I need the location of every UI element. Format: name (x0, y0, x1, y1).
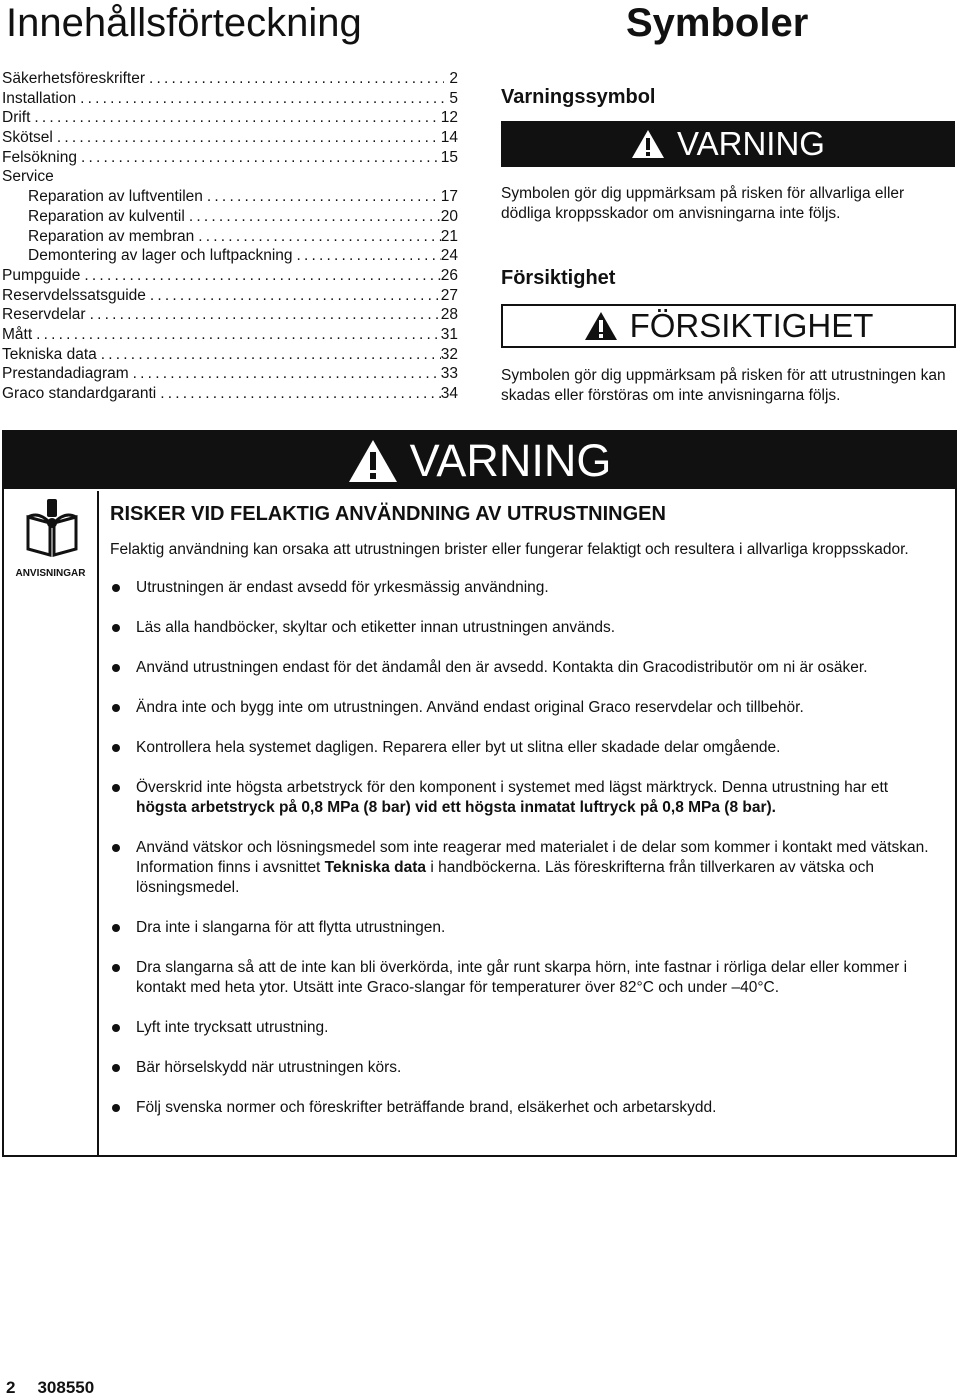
toc-title: Innehållsförteckning (6, 1, 362, 45)
toc-item[interactable] (2, 286, 458, 306)
toc-item-label: Reservdelssatsguide (2, 286, 146, 304)
bullet-item (110, 778, 940, 818)
toc-item[interactable] (2, 69, 458, 89)
warning-side-panel (4, 491, 99, 1155)
bullet-item: Kontrollera hela systemet dagligen. Reparera eller byt ut slitna eller skadade delar omgående. (110, 738, 940, 758)
toc-leader-dots (80, 266, 440, 286)
bullet-item: Dra slangarna så att de inte kan bli överkörda, inte går runt skarpa hörn, inte fastnar i rörliga delar eller kommer i kontakt med heta ytor. Utsätt inte Graco-slangar för temperaturer över 82°C och under –40°C. (110, 958, 940, 998)
toc-item[interactable] (2, 187, 458, 207)
toc-item-page: 21 (440, 227, 458, 245)
bullet-bold-text: Tekniska data (324, 859, 427, 876)
toc-item-label: Reservdelar (2, 306, 86, 324)
bullet-bold-text: högsta arbetstryck på 0,8 MPa (8 bar) vid ett högsta inmatat luftryck på 0,8 MPa (8 bar). (136, 799, 776, 816)
toc-item-label: Demontering av lager och luftpackning (28, 247, 293, 265)
toc-item[interactable] (2, 227, 458, 247)
toc-leader-dots (194, 227, 440, 247)
toc-item[interactable] (2, 345, 458, 365)
toc-item[interactable] (2, 305, 458, 325)
toc-item-label: Säkerhetsföreskrifter (2, 70, 145, 87)
toc-leader-dots (53, 128, 441, 148)
read-manual-icon (24, 499, 80, 557)
toc-item[interactable] (2, 384, 458, 404)
toc-leader-dots (30, 108, 440, 128)
toc-item[interactable] (2, 246, 458, 266)
caution-text: Symbolen gör dig uppmärksam på risken för att utrustningen kan skadas eller förstöras om inte anvisningarna följs. (501, 367, 946, 404)
toc-item-label: Graco standardgaranti (2, 385, 157, 402)
warning-box-header (4, 432, 955, 489)
warning-triangle-icon (348, 439, 398, 483)
toc-item-page: 27 (440, 286, 458, 304)
toc-item-label: Prestandadiagram (2, 365, 129, 383)
toc-item-page: 24 (440, 247, 458, 265)
bullet-item: Lyft inte trycksatt utrustning. (110, 1018, 940, 1038)
page-number: 2 (6, 1378, 16, 1397)
caution-banner (501, 304, 956, 348)
toc-leader-dots (86, 305, 441, 325)
toc-section-heading[interactable] (2, 167, 458, 187)
caution-triangle-icon (584, 311, 618, 341)
toc-item-label: Reparation av kulventil (28, 207, 185, 225)
toc-item[interactable] (2, 148, 458, 168)
toc-item-label: Reparation av membran (28, 227, 195, 245)
bullet-item: Följ svenska normer och föreskrifter beträffande brand, elsäkerhet och arbetarskydd. (110, 1098, 940, 1118)
toc-item[interactable] (2, 266, 458, 286)
manual-icon-label: ANVISNINGAR (15, 568, 86, 579)
toc-item-page: 5 (449, 89, 458, 107)
toc-item-page: 33 (440, 365, 458, 383)
toc-item-page: 17 (440, 188, 458, 206)
toc-item[interactable] (2, 89, 458, 109)
warning-content (110, 502, 940, 1138)
risk-intro: Felaktig användning kan orsaka att utrustningen brister eller fungerar felaktigt och resultera i allvarliga kroppsskador. (110, 541, 909, 558)
toc-item-page: 2 (449, 70, 458, 87)
bullet-text: i handböckerna. Läs föreskrifterna från tillverkaren av vätska och lösningsmedel. (136, 859, 875, 896)
toc-item[interactable] (2, 128, 458, 148)
bullet-item: Läs alla handböcker, skyltar och etiketter innan utrustningen används. (110, 618, 940, 638)
toc-leader-dots (76, 89, 444, 109)
toc-item-label: Felsökning (2, 148, 77, 166)
toc-item-page: 12 (440, 109, 458, 127)
risk-title: RISKER VID FELAKTIG ANVÄNDNING AV UTRUSTNINGEN (110, 503, 666, 525)
toc-item-page: 15 (440, 148, 458, 166)
toc-item[interactable] (2, 325, 458, 345)
bullet-item (110, 838, 940, 898)
toc-leader-dots (32, 325, 441, 345)
page-footer (6, 1378, 116, 1398)
toc-item-page: 14 (440, 129, 458, 147)
bullet-item: Dra inte i slangarna för att flytta utrustningen. (110, 918, 940, 938)
bullet-item: Ändra inte och bygg inte om utrustningen. Använd endast original Graco reservdelar och tillbehör. (110, 698, 940, 718)
toc-item-label: Mått (2, 325, 33, 343)
warning-symbol-text: Symbolen gör dig uppmärksam på risken för allvarliga eller dödliga kroppsskador om anvisningarna inte följs. (501, 185, 905, 222)
toc-item-page: 28 (440, 306, 458, 324)
document-number: 308550 (37, 1378, 95, 1397)
toc-leader-dots (145, 69, 444, 89)
toc-item-label: Installation (2, 89, 77, 107)
toc-item-label: Reparation av luftventilen (28, 188, 203, 206)
toc-item-page: 32 (440, 345, 458, 363)
caution-heading: Försiktighet (501, 267, 616, 289)
bullet-item: Använd utrustningen endast för det ändamål den är avsedd. Kontakta din Gracodistributör om ni är osäker. (110, 658, 940, 678)
toc-leader-dots (97, 345, 441, 365)
warning-box-header-label: VARNING (409, 434, 612, 486)
bullet-text: Använd vätskor och lösningsmedel som inte reagerar med materialet i de delar som kommer i kontakt med vätskan. Information finns i avsnittet (136, 839, 929, 876)
toc-leader-dots (293, 246, 441, 266)
toc-item-label: Skötsel (2, 129, 53, 147)
toc-item[interactable] (2, 207, 458, 227)
warning-symbol-heading: Varningssymbol (501, 86, 656, 108)
toc-item[interactable] (2, 364, 458, 384)
caution-banner-label: FÖRSIKTIGHET (629, 307, 874, 344)
warning-box (2, 430, 957, 1157)
warning-banner-label: VARNING (677, 125, 825, 162)
warning-bullet-list (110, 578, 940, 1118)
toc-leader-dots (77, 148, 441, 168)
toc-item-label: Pumpguide (2, 266, 81, 284)
warning-banner (501, 121, 955, 167)
table-of-contents (2, 69, 458, 404)
toc-item-label: Tekniska data (2, 345, 97, 363)
toc-item-page: 26 (440, 266, 458, 284)
toc-item[interactable] (2, 108, 458, 128)
toc-leader-dots (185, 207, 441, 227)
symbols-title: Symboler (626, 1, 809, 45)
toc-item-label: Drift (2, 109, 31, 127)
warning-triangle-icon (631, 129, 665, 159)
bullet-item: Utrustningen är endast avsedd för yrkesmässig användning. (110, 578, 940, 598)
bullet-text: Överskrid inte högsta arbetstryck för den komponent i systemet med lägst märktryck. Denna utrustning har ett (136, 779, 889, 796)
toc-item-page: 20 (440, 207, 458, 225)
toc-leader-dots (156, 384, 441, 404)
toc-leader-dots (146, 286, 441, 306)
toc-leader-dots (203, 187, 441, 207)
toc-item-label: Service (2, 168, 54, 186)
toc-leader-dots (129, 364, 441, 384)
toc-item-page: 34 (440, 385, 458, 402)
toc-item-page: 31 (440, 325, 458, 343)
bullet-item: Bär hörselskydd när utrustningen körs. (110, 1058, 940, 1078)
